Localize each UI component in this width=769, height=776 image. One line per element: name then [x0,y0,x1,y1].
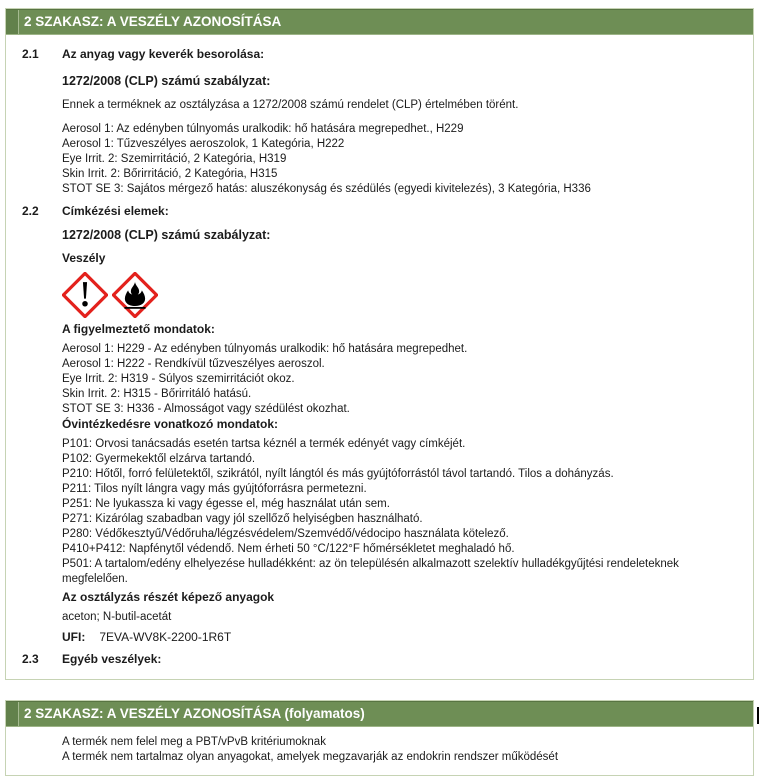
classification-intro: Ennek a terméknek az osztályzása a 1272/2008 számú rendelet (CLP) értelmében törént. [62,99,519,111]
hazard-statement: Eye Irrit. 2: H319 - Súlyos szemirritációt okoz. [62,373,295,385]
subsection-number: 2.3 [22,652,39,666]
subsection-title: Az anyag vagy keverék besorolása: [62,47,265,61]
section-header-left-cell [6,702,19,726]
subsection-number: 2.1 [22,47,39,61]
subsection-2-1-row [22,47,743,62]
precautionary-statements-list [62,437,743,587]
endocrine-statement: A termék nem tartalmaz olyan anyagokat, amelyek megzavarják az endokrin rendszer működését [62,751,559,763]
components-heading: Az osztályzás részét képező anyagok [62,590,275,604]
section-2-continued-panel [5,700,754,776]
section-2-panel [5,8,754,680]
hazard-statement: STOT SE 3: H336 - Almosságot vagy szédülést okozhat. [62,403,350,415]
classification-line: Eye Irrit. 2: Szemirritáció, 2 Kategória, H319 [62,153,287,165]
hazard-statement: Aerosol 1: H229 - Az edényben túlnyomás uralkodik: hő hatására megrepedhet. [62,343,468,355]
precautionary-statement: P410+P412: Napfénytől védendő. Nem érheti 50 °C/122°F hőmérsékletet meghaladó hő. [62,543,515,555]
classification-list [62,122,743,197]
subsection-2-3-row [22,652,743,667]
subsection-2-2-row [22,204,743,219]
section-header-left-cell [6,10,19,34]
classification-line: STOT SE 3: Sajátos mérgező hatás: aluszékonyság és szédülés (egyedi kivitelezés), 3 Kategória, H336 [62,183,591,195]
subsection-title: Egyéb veszélyek: [62,652,162,666]
classification-line: Skin Irrit. 2: Bőrirritáció, 2 Kategória, H315 [62,168,278,180]
precautionary-statement: P210: Hőtől, forró felületektől, szikrától, nyílt lángtól és más gyújtóforrástól távol tartandó. Tilos a dohányzás. [62,468,614,480]
clp-regulation-heading-2: 1272/2008 (CLP) számú szabályzat: [62,228,271,242]
subsection-number: 2.2 [22,204,39,218]
signal-word: Veszély [62,251,106,265]
precautionary-statement: P101: Orvosi tanácsadás esetén tartsa kéznél a termék edényét vagy címkéjét. [62,438,466,450]
subsection-title: Címkézési elemek: [62,204,169,218]
ufi-value: 7EVA-WV8K-2200-1R6T [99,630,232,644]
section-continued-header-bar [6,701,753,727]
components-value: aceton; N-butil-acetát [62,611,172,623]
classification-line: Aerosol 1: Tűzveszélyes aeroszolok, 1 Kategória, H222 [62,138,345,150]
precautionary-statement: P280: Védőkesztyű/Védőruha/légzésvédelem/Szemvédő/védocipo használata kötelező. [62,528,509,540]
ufi-label: UFI: [62,630,86,644]
precautionary-statement: P211: Tilos nyílt lángra vagy más gyújtóforrásra permetezni. [62,483,367,495]
precautionary-statement: P271: Kizárólag szabadban vagy jól szellőző helyiségben használható. [62,513,423,525]
precautionary-statement: P102: Gyermekektől elzárva tartandó. [62,453,256,465]
hazard-statements-heading: A figyelmeztető mondatok: [62,322,215,336]
precautionary-statement: P251: Ne lyukassza ki vagy égesse el, még használat után sem. [62,498,390,510]
flame-icon [112,272,158,318]
precautionary-statement: P501: A tartalom/edény elhelyezése hulladékként: az ön településén alkalmazott szelektív hulladékgyűjtési rendeleteknek megfelelően. [62,558,679,585]
section-2-content [6,35,753,679]
clp-regulation-heading: 1272/2008 (CLP) számú szabályzat: [62,74,271,88]
exclamation-mark-icon [62,272,108,318]
section-title: 2 SZAKASZ: A VESZÉLY AZONOSÍTÁSA [24,14,282,29]
hazard-statements-list [62,342,743,417]
hazard-statement: Aerosol 1: H222 - Rendkívül tűzveszélyes aeroszol. [62,358,325,370]
text-cursor-artifact [757,707,759,724]
classification-line: Aerosol 1: Az edényben túlnyomás uralkodik: hő hatására megrepedhet., H229 [62,123,464,135]
ghs-pictograms [62,272,743,318]
section-2-continued-content [6,727,753,775]
pbt-statement: A termék nem felel meg a PBT/vPvB kritériumoknak [62,736,326,748]
hazard-statement: Skin Irrit. 2: H315 - Bőrirritáló hatású. [62,388,252,400]
precautionary-statements-heading: Óvintézkedésre vonatkozó mondatok: [62,417,279,431]
section-continued-title: 2 SZAKASZ: A VESZÉLY AZONOSÍTÁSA (folyamatos) [24,706,365,721]
ufi-row [62,630,743,645]
section-header-bar [6,9,753,35]
